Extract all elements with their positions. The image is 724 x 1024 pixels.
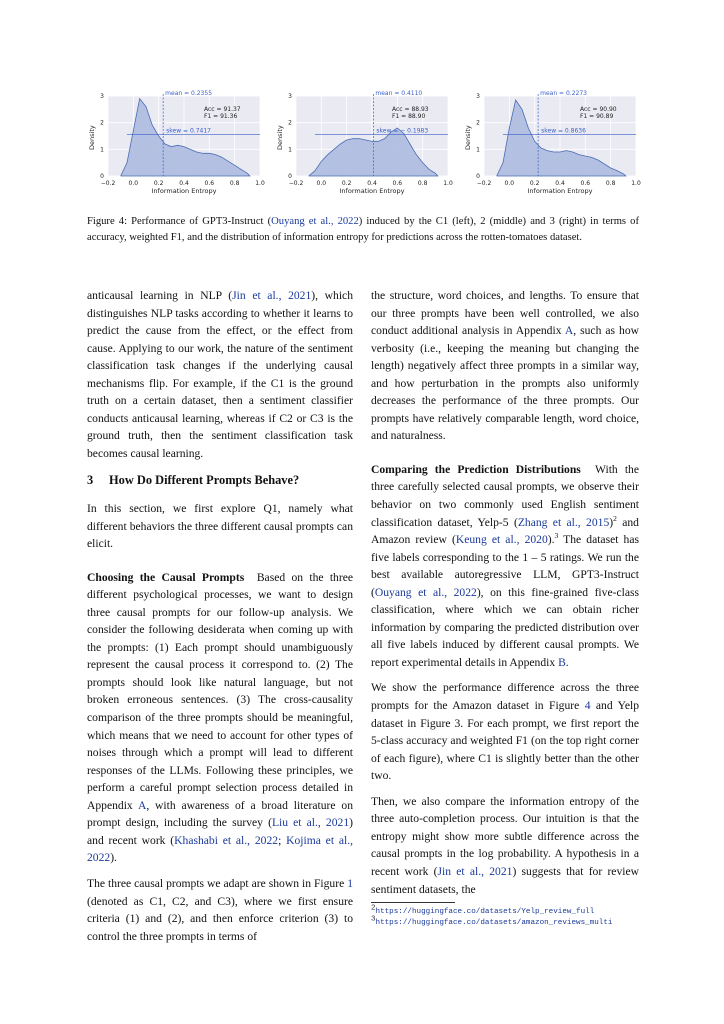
caption-text-2: ) induced by the C1 (left), 2 (middle) and 3 (right) in terms of accuracy, weighted F1, and the distribution of information entropy for predictions across the rotten-tomatoes dataset. [87, 216, 639, 243]
text-run: We show the performance difference across the three prompts for the Amazon dataset in Figure [371, 681, 639, 713]
caption-citation[interactable]: Ouyang et al., 2022 [271, 216, 359, 227]
appendix-link[interactable]: B [558, 655, 566, 669]
footnote-3 [371, 915, 639, 929]
x-tick-label: 0.4 [555, 180, 565, 187]
f1-label: F1 = 88.90 [392, 113, 426, 120]
skew-label: skew = 0.7417 [166, 127, 211, 135]
mean-label: mean = 0.4110 [375, 90, 423, 97]
x-tick-label: 0.8 [605, 180, 616, 187]
chart-c1 [84, 88, 264, 208]
x-tick-label: 0.8 [229, 180, 240, 187]
citation-link[interactable]: Jin et al., 2021 [232, 289, 312, 302]
text-run: the structure, word choices, and lengths. To ensure that our three prompts have been well controlled, we also conduct additional analysis in Appendix [371, 289, 639, 338]
text-run: The three causal prompts we adapt are shown in Figure [87, 876, 348, 890]
y-tick-label: 2 [288, 119, 292, 127]
text-run: Then, we also compare the information entropy of the three auto-completion process. Our intuition is that the entropy might show more subtle difference across the causal prompts in the log probability. A hypothesis in a recent work ( [371, 794, 639, 878]
x-tick-label: 1.0 [443, 180, 453, 187]
x-tick-label: 0.8 [417, 180, 428, 187]
y-tick-label: 3 [476, 93, 480, 100]
paragraph-heading: Comparing the Prediction Distributions [371, 462, 581, 476]
y-tick-label: 1 [476, 146, 480, 154]
y-tick-label: 0 [288, 173, 292, 180]
y-axis-label: Density [276, 125, 284, 150]
footnotes [371, 902, 639, 929]
paragraph [87, 287, 353, 462]
footnote-number: 3 [371, 915, 376, 924]
y-tick-label: 0 [100, 173, 104, 180]
y-tick-label: 0 [476, 173, 480, 180]
y-tick-label: 2 [100, 119, 104, 127]
paragraph [371, 679, 639, 784]
y-tick-label: 2 [476, 119, 480, 127]
y-tick-label: 1 [288, 146, 292, 154]
mean-label: mean = 0.2355 [165, 90, 213, 97]
footnote-url[interactable]: https://huggingface.co/datasets/Yelp_review_full [375, 908, 595, 916]
x-tick-label: 0.4 [367, 180, 377, 187]
text-run: With the three carefully selected causal prompts, we observe their behavior on two commonly used English sentiment classification dataset, Yelp-5 ( [371, 462, 639, 529]
x-tick-label: −0.2 [288, 180, 304, 187]
citation-link[interactable]: Ouyang et al., 2022 [374, 585, 477, 599]
f1-label: F1 = 90.89 [580, 113, 614, 120]
caption-text-1: Performance of GPT3-Instruct ( [127, 216, 272, 227]
text-run: The dataset has five labels corresponding to the 1 – 5 ratings. We run the best available autoregressive LLM, GPT3-Instruct ( [371, 533, 640, 599]
text-run: anticausal learning in NLP ( [87, 289, 233, 302]
x-axis-label: Information Entropy [527, 187, 593, 195]
text-run: and Yelp dataset in Figure 3. For each prompt, we first report the 5-class accuracy and weighted F1 (on the top right corner of each figure), where C1 is slightly better than the other two. [371, 699, 639, 783]
text-run: , such as how verbosity (i.e., keeping the meaning but changing the length) negatively affect three prompts in a similar way, and how perturbation in the prompts also uniformly decreases the performance of the three prompts. Our prompts have relatively comparable length, word choice, and naturalness. [371, 324, 639, 443]
text-run: ) suggests that for review sentiment datasets, the [371, 864, 639, 896]
footnote-url[interactable]: https://huggingface.co/datasets/amazon_reviews_multi [375, 919, 613, 927]
section-title: How Do Different Prompts Behave? [109, 473, 300, 488]
chart-c3 [460, 88, 640, 208]
text-run: ; [278, 833, 287, 847]
citation-link[interactable]: Jin et al., 2021 [437, 864, 513, 878]
x-tick-label: 0.6 [392, 180, 403, 187]
f1-label: F1 = 91.36 [204, 113, 238, 120]
figure-link[interactable]: 1 [347, 876, 353, 890]
text-run: , with awareness of a broad literature on prompt design, including the survey ( [87, 798, 354, 830]
section-heading [87, 472, 353, 490]
x-tick-label: 0.6 [204, 180, 215, 187]
caption-label: Figure 4: [87, 216, 128, 227]
footnote-marker[interactable]: 2 [613, 513, 617, 523]
skew-label: skew = 0.8636 [541, 127, 586, 135]
footnote-rule [371, 902, 455, 903]
y-axis-label: Density [88, 125, 96, 150]
x-tick-label: 0.0 [316, 180, 327, 187]
paragraph [371, 793, 639, 898]
y-axis-label: Density [464, 125, 472, 150]
y-tick-label: 3 [288, 93, 292, 100]
paragraph [87, 875, 353, 945]
x-axis-label: Information Entropy [339, 187, 405, 195]
paragraph [87, 500, 353, 553]
text-run: ), which distinguishes NLP tasks according to whether it learns to predict the cause from the effect, or the effect from cause. Applying to our work, the nature of the sentiment classification task changes if the underlying causal mechanisms flip. For example, if the C1 is the ground truth on a certain dataset, then a sentiment classifier conducts anticausal learning, whereas if C2 or C3 is the ground truth, then the sentiment classification task becomes causal learning. [87, 289, 353, 460]
left-column [87, 287, 353, 953]
paragraph [371, 287, 639, 445]
chart-c1-svg [84, 88, 264, 208]
appendix-link[interactable]: A [564, 324, 574, 338]
footnote-2 [371, 904, 639, 918]
paragraph: Comparing the Prediction Distributions With the three carefully selected causal prompts, we observe their behavior on two commonly used English sentiment classification dataset, Yelp-5 (Zhang et al., 2015)$^2$ and Amazon review (Keung et al., 2020).$^3$ The dataset has five labels corresponding to the 1 – 5 ratings. We run the best available autoregressive LLM, GPT3-Instruct (Ouyang et al., 2022), on this fine-grained five-class classification, where which we can obtain richer information by comparing the predicted distribution over all five labels induced by different causal prompts. We report experimental details in Appendix B. [371, 462, 640, 669]
chart-c2-svg [272, 88, 452, 208]
chart-c2 [272, 88, 452, 208]
x-tick-label: 1.0 [255, 180, 265, 187]
footnote-number: 2 [371, 904, 376, 913]
x-tick-label: 0.2 [341, 180, 352, 187]
skew-label: skew = − 0.1983 [376, 127, 429, 135]
paragraph-heading: Choosing the Causal Prompts [87, 570, 245, 584]
chart-c3-svg [460, 88, 640, 208]
y-tick-label: 3 [100, 93, 104, 100]
x-tick-label: 0.4 [179, 180, 189, 187]
x-axis-label: Information Entropy [151, 187, 217, 195]
text-run: . [565, 655, 569, 669]
figure-link[interactable]: 4 [584, 699, 591, 713]
acc-label: Acc = 88.93 [392, 106, 429, 113]
citation-link[interactable]: Zhang et al., 2015 [517, 515, 610, 529]
section-number: 3 [87, 473, 94, 488]
citation-link[interactable]: Keung et al., 2020 [455, 533, 548, 547]
x-tick-label: 0.0 [504, 180, 515, 187]
text-run: In this section, we first explore Q1, namely what different behaviors the three different causal prompts can elicit. [87, 502, 353, 551]
right-column [371, 287, 639, 906]
citation-link[interactable]: Khashabi et al., 2022 [174, 833, 279, 847]
text-run: (denoted as C1, C2, and C3), where we first ensure criteria (1) and (2), and then enforce criterion (3) to control the three prompts in terms of [87, 894, 353, 943]
text-run: and Amazon review ( [371, 515, 639, 547]
text-run: Based on the three different psychological processes, we want to design three causal prompts for our follow-up analysis. We consider the following desiderata when coming up with the prompts: (1) Each prompt should unambiguously represent the causal process it correspond to. (2) The prompts should look like natural language, but not broken erroneous sentences. (3) The cross-causality comparison of the three prompts should be meaningful, which means that we need to account for other types of noises through which a prompt will lead to different responses of the LLMs. Following these principles, we perform a careful prompt selection process detailed in Appendix [87, 570, 353, 812]
x-tick-label: 0.2 [529, 180, 540, 187]
x-tick-label: 1.0 [631, 180, 641, 187]
appendix-link[interactable]: A [137, 798, 147, 812]
x-tick-label: −0.2 [100, 180, 116, 187]
figure-4-charts [84, 88, 644, 208]
x-tick-label: 0.6 [580, 180, 591, 187]
mean-label: mean = 0.2273 [540, 90, 587, 97]
y-tick-label: 1 [100, 146, 104, 154]
acc-label: Acc = 90.90 [580, 106, 617, 113]
citation-link[interactable]: Kojima et al., 2022 [87, 833, 353, 865]
acc-label: Acc = 91.37 [204, 106, 241, 113]
x-tick-label: 0.0 [128, 180, 139, 187]
citation-link[interactable]: Liu et al., 2021 [271, 816, 350, 830]
text-run: ), on this fine-grained five-class classification, where which we can obtain richer information by comparing the predicted distribution over all five labels induced by different causal prompts. We report experimental details in Appendix [371, 585, 639, 669]
x-tick-label: −0.2 [476, 180, 492, 187]
paragraph [87, 569, 353, 867]
text-run: ) and recent work ( [87, 816, 353, 847]
x-tick-label: 0.2 [153, 180, 164, 187]
text-run: ). [110, 851, 117, 865]
footnote-marker[interactable]: 3 [554, 531, 559, 541]
figure-caption [87, 214, 639, 246]
